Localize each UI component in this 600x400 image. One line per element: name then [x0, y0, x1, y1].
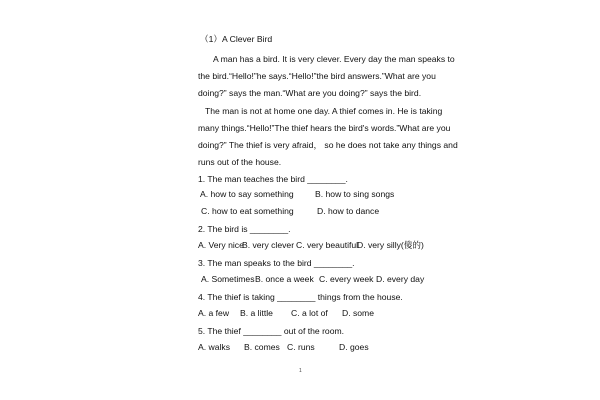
passage-line: The man is not at home one day. A thief comes in. He is taking [205, 106, 443, 116]
option: B. a little [240, 308, 273, 318]
option: C. runs [287, 342, 315, 352]
question-stem: 2. The bird is ________. [198, 224, 291, 234]
option: B. very clever [242, 240, 295, 250]
option: D. every day [376, 274, 425, 284]
passage-line: runs out of the house. [198, 157, 282, 167]
option: A. how to say something [200, 189, 294, 199]
passage-line: many things.“Hello!”The thief hears the bird's words.”What are you [198, 123, 451, 133]
option: C. every week [319, 274, 374, 284]
passage-title: （1）A Clever Bird [200, 34, 273, 44]
option: B. once a week [255, 274, 314, 284]
question-stem: 1. The man teaches the bird ________. [198, 174, 348, 184]
passage-line: doing?” says the man.“What are you doing?” says the bird. [198, 88, 422, 98]
passage-line: the bird.“Hello!”he says.“Hello!”the bird answers.”What are you [198, 71, 436, 81]
option: D. some [342, 308, 374, 318]
option: A. walks [198, 342, 230, 352]
option: B. how to sing songs [315, 189, 395, 199]
option: D. how to dance [317, 206, 380, 216]
option: A. Sometimes [201, 274, 255, 284]
option: C. a lot of [291, 308, 328, 318]
question-stem: 5. The thief ________ out of the room. [198, 326, 345, 336]
option: D. very silly(傻的) [357, 240, 424, 250]
option: B. comes [244, 342, 280, 352]
option: C. very beautiful [296, 240, 359, 250]
option: C. how to eat something [201, 206, 294, 216]
option: A. a few [198, 308, 230, 318]
option: D. goes [339, 342, 369, 352]
option: A. Very nice [198, 240, 244, 250]
passage-line: doing?” The thief is very afraid， so he does not take any things and [198, 140, 458, 150]
passage-line: A man has a bird. It is very clever. Every day the man speaks to [213, 54, 455, 64]
page-number: 1 [299, 368, 302, 374]
question-stem: 3. The man speaks to the bird ________. [198, 258, 355, 268]
question-stem: 4. The thief is taking ________ things from the house. [198, 292, 403, 302]
